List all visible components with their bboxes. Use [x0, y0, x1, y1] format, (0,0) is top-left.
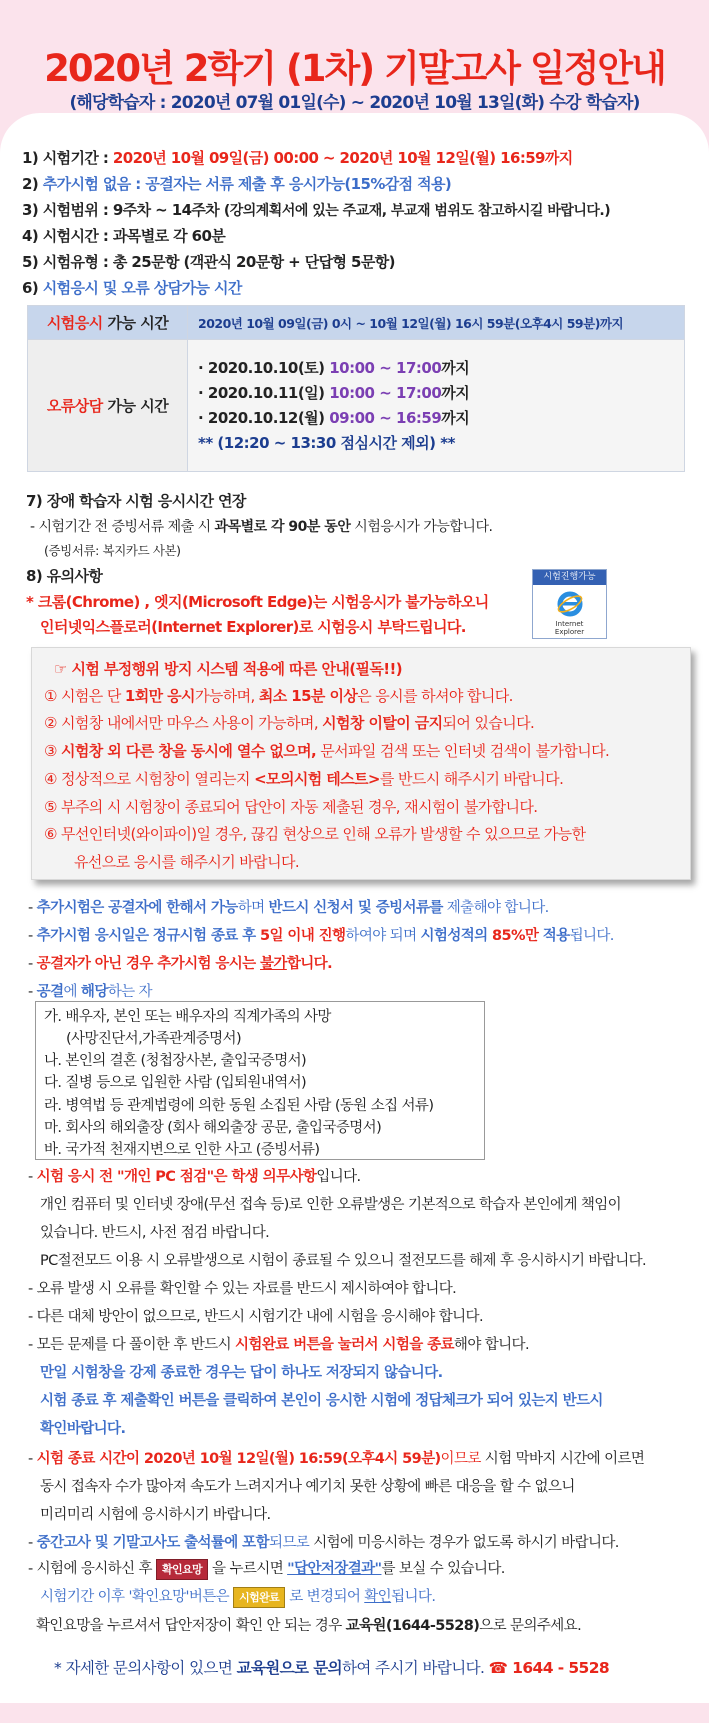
- ie-text-line: Explorer: [554, 628, 585, 636]
- text-part: 해야 합니다.: [453, 1337, 529, 1353]
- text-part: 하는 자: [107, 984, 152, 1000]
- text-emphasis: 불가: [260, 956, 287, 972]
- text-emphasis: 85%만: [491, 928, 539, 944]
- text-part: -: [28, 956, 37, 972]
- text-part: -: [28, 900, 37, 916]
- page-title: 2020년 2학기 (1차) 기말고사 일정안내: [44, 47, 665, 90]
- text-part: 시험응시가 가능합니다.: [350, 519, 493, 535]
- pc-check-line: - 다른 대체 방안이 없으므로, 반드시 시험기간 내에 시험을 응시해야 합니다.: [28, 1309, 483, 1325]
- text-part: 이므로: [440, 1451, 481, 1467]
- ie-badge: [532, 569, 607, 639]
- item-label: 1) 시험기간 :: [22, 149, 113, 167]
- no-extra-exam-value: 추가시험 없음 : 공결자는 서류 제출 후 응시가능(15%감점 적용): [42, 175, 452, 193]
- end-time-line: [28, 1447, 644, 1468]
- extra-exam-line: [28, 952, 332, 973]
- text-part: ④ 정상적으로 시험창이 열리는지: [44, 770, 255, 788]
- text-part: ② 시험창 내에서만 마우스 사용이 가능하며,: [44, 714, 323, 732]
- page-subtitle: (해당학습자 : 2020년 07월 01일(수) ~ 2020년 10월 13일(화) 수강 학습자): [69, 93, 640, 113]
- text-part: -: [28, 928, 37, 944]
- text-part: 으로 문의주세요.: [479, 1618, 582, 1634]
- disability-body: [30, 516, 492, 536]
- text-emphasis: 교육원으로 문의: [236, 1659, 342, 1677]
- text-emphasis: 적용: [538, 928, 570, 944]
- exam-complete-button[interactable]: 시험완료: [233, 1587, 285, 1608]
- anti-cheating-notice: [31, 647, 691, 880]
- header-highlight: 오류상담: [46, 397, 103, 415]
- text-emphasis: 중간고사 및 기말고사도 출석률에 포함: [36, 1535, 269, 1551]
- text-emphasis: 과목별로 각 90분 동안: [214, 519, 351, 535]
- consult-time-values: [188, 340, 685, 472]
- consult-date: · 2020.10.12(월): [198, 408, 330, 427]
- text-part: 됩니다.: [569, 928, 614, 944]
- consult-row: [198, 381, 684, 406]
- internet-explorer-icon: [556, 590, 584, 618]
- item-label: 2): [22, 175, 43, 193]
- text-part: - 모든 문제를 다 풀이한 후 반드시: [28, 1337, 235, 1353]
- header-text: 가능 시간: [102, 397, 169, 415]
- consult-row: [198, 406, 684, 431]
- notice-item: [44, 740, 609, 761]
- consult-tail: 까지: [441, 408, 470, 427]
- text-emphasis: 시험 종료 시간이 2020년 10월 12일(월) 16:59(오후4시 59분): [36, 1451, 441, 1467]
- text-part: 을 누르시면: [208, 1561, 288, 1577]
- caution-heading: 8) 유의사항: [26, 567, 103, 585]
- disability-docs: (증빙서류: 복지카드 사본): [44, 543, 181, 558]
- item-exam-duration: 4) 시험시간 : 과목별로 각 60분: [22, 227, 226, 245]
- consult-row: [198, 356, 684, 381]
- extra-exam-line: [28, 924, 614, 945]
- text-part: ① 시험은 단: [44, 687, 125, 705]
- text-part: 에: [63, 984, 81, 1000]
- text-emphasis: 5일 이내 진행: [260, 928, 346, 944]
- exam-period-value: 2020년 10월 09일(금) 00:00 ~ 2020년 10월 12일(월) 16:59까지: [112, 149, 573, 167]
- text-emphasis: "답안저장결과": [287, 1561, 382, 1577]
- attendance-line: [28, 1531, 619, 1552]
- text-part: 시험 막바지 시간에 이르면: [480, 1451, 645, 1467]
- footer-contact: [54, 1656, 609, 1678]
- text-emphasis: 시험성적의: [420, 928, 492, 944]
- text-emphasis: 추가시험 응시일은 정규시험 종료 후: [36, 928, 261, 944]
- notice-item: ⑥ 무선인터넷(와이파이)일 경우, 끊김 현상으로 인해 오류가 발생할 수 있으므로 가능한: [44, 825, 586, 843]
- text-part: 은 응시를 하셔야 합니다.: [357, 687, 513, 705]
- text-emphasis: 1회만 응시: [124, 687, 195, 705]
- text-emphasis: 공결자가 아닌 경우 추가시험 응시는: [36, 956, 261, 972]
- text-emphasis: 최소 15분 이상: [258, 687, 358, 705]
- text-part: 하여 주시기 바랍니다.: [341, 1659, 489, 1677]
- text-part: 문서파일 검색 또는 인터넷 검색이 불가합니다.: [316, 742, 610, 760]
- header-text: 가능 시간: [102, 314, 169, 332]
- text-emphasis: 시험완료 버튼을 눌러서 시험을 종료: [235, 1337, 454, 1353]
- text-emphasis: 반드시 신청서 및 증빙서류를: [268, 900, 443, 916]
- answer-check-line: [28, 1557, 505, 1580]
- pc-check-line: 있습니다. 반드시, 사전 점검 바랍니다.: [40, 1225, 270, 1241]
- phone-number: ☎ 1644 - 5528: [488, 1659, 610, 1677]
- lunch-exclusion: ** (12:20 ~ 13:30 점심시간 제외) **: [198, 433, 455, 452]
- table-row: [28, 340, 685, 472]
- pc-check-warning: 확인바랍니다.: [40, 1421, 126, 1437]
- text-part: -: [28, 1451, 37, 1467]
- text-part: 제출해야 합니다.: [442, 900, 549, 916]
- table-row: [28, 306, 685, 340]
- extra-exam-line: [28, 980, 152, 1001]
- item-schedule-heading: [22, 277, 242, 298]
- text-part: 하며: [237, 900, 269, 916]
- pc-check-line: - 오류 발생 시 오류를 확인할 수 있는 자료를 반드시 제시하여야 합니다.: [28, 1281, 457, 1297]
- text-part: * 자세한 문의사항이 있으면: [54, 1659, 237, 1677]
- item-no-extra-exam: [22, 173, 451, 194]
- reason-item: 라. 병역법 등 관계법령에 의한 동원 소집된 사람 (동원 소집 서류): [44, 1098, 434, 1114]
- pc-check-line: PC절전모드 이용 시 오류발생으로 시험이 종료될 수 있으니 절전모드를 해제 후 응시하시기 바랍니다.: [40, 1253, 647, 1269]
- consult-time: 09:00 ~ 16:59: [329, 408, 442, 427]
- text-part: -: [28, 1169, 37, 1185]
- text-part: 확인: [364, 1589, 392, 1605]
- confirm-needed-button[interactable]: 확인요망: [156, 1559, 208, 1580]
- contact-line: [36, 1614, 581, 1635]
- extra-exam-line: [28, 896, 549, 917]
- notice-title: ☞ 시험 부정행위 방지 시스템 적용에 따른 안내(필독!!): [54, 660, 402, 678]
- text-part: 로 변경되어: [285, 1589, 365, 1605]
- exam-time-value: 2020년 10월 09일(금) 0시 ~ 10월 12일(월) 16시 59분(오후4시 59분)까지: [188, 306, 685, 340]
- exam-scope-note: (강의계획서에 있는 주교재, 부교재 범위도 참고하시길 바랍니다.): [223, 203, 611, 219]
- reason-item: 마. 회사의 해외출장 (회사 해외출장 공문, 출입국증명서): [44, 1120, 382, 1136]
- consult-tail: 까지: [441, 383, 470, 402]
- text-part: 입니다.: [316, 1169, 361, 1185]
- text-emphasis: 추가시험은 공결자에 한해서 가능: [36, 900, 238, 916]
- item-label: 6): [22, 279, 43, 297]
- consult-tail: 까지: [441, 358, 470, 377]
- consult-time-header: [28, 340, 188, 472]
- answer-check-line: [40, 1585, 435, 1608]
- consult-time: 10:00 ~ 17:00: [329, 358, 442, 377]
- caution-browser-line2: 인터넷익스플로러(Internet Explorer)로 시험응시 부탁드립니다.: [40, 618, 466, 636]
- consult-date: · 2020.10.11(일): [198, 383, 330, 402]
- pc-check-line: [28, 1333, 529, 1354]
- pc-check-line: 개인 컴퓨터 및 인터넷 장애(무선 접속 등)로 인한 오류발생은 기본적으로 학습자 본인에게 책임이: [40, 1197, 622, 1213]
- text-emphasis: 공결: [36, 984, 64, 1000]
- text-part: 시험기간 이후 '확인요망'버튼은: [40, 1589, 234, 1605]
- item-exam-period: [22, 147, 573, 168]
- text-part: 하여야 되며: [345, 928, 421, 944]
- text-part: 시험에 미응시하는 경우가 없도록 하시기 바랍니다.: [309, 1535, 619, 1551]
- text-part: 를 반드시 해주시기 바랍니다.: [379, 770, 564, 788]
- ie-badge-label: 시험진행가능: [533, 570, 606, 585]
- text-part: 확인요망을 누르셔서 답안저장이 확인 안 되는 경우: [36, 1618, 346, 1634]
- header-highlight: 시험응시: [46, 314, 103, 332]
- text-emphasis: <모의시험 테스트>: [254, 770, 380, 788]
- text-part: - 시험에 응시하신 후: [28, 1561, 156, 1577]
- end-time-line: 미리미리 시험에 응시하시기 바랍니다.: [40, 1507, 271, 1523]
- text-part: ③: [44, 742, 62, 760]
- text-part: -: [28, 984, 37, 1000]
- text-part: -: [28, 1535, 37, 1551]
- text-part: 되므로: [268, 1535, 310, 1551]
- text-part: 되어 있습니다.: [442, 714, 535, 732]
- schedule-table: [27, 305, 685, 472]
- item-label: 3) 시험범위 : 9주차 ~ 14주차: [22, 201, 224, 219]
- ie-badge-text: [533, 620, 606, 636]
- text-emphasis: 해당: [80, 984, 108, 1000]
- item-exam-scope: [22, 199, 610, 220]
- consult-time: 10:00 ~ 17:00: [329, 383, 442, 402]
- item-exam-type: 5) 시험유형 : 총 25문항 (객관식 20문항 + 단답형 5문항): [22, 253, 395, 271]
- schedule-heading-value: 시험응시 및 오류 상담가능 시간: [42, 279, 242, 297]
- reason-item: 나. 본인의 결혼 (청첩장사본, 출입국증명서): [44, 1053, 307, 1069]
- excused-reasons-box: [35, 1001, 485, 1160]
- reason-item: 바. 국가적 천재지변으로 인한 사고 (증빙서류): [44, 1142, 320, 1158]
- disability-heading: 7) 장애 학습자 시험 응시시간 연장: [26, 492, 246, 510]
- notice-item-continued: 유선으로 응시를 해주시기 바랍니다.: [74, 853, 300, 871]
- text-part: 를 보실 수 있습니다.: [381, 1561, 505, 1577]
- notice-item: [44, 768, 563, 789]
- exam-time-header: [28, 306, 188, 340]
- text-emphasis: 시험창 이탈이 금지: [322, 714, 443, 732]
- notice-item: ⑤ 부주의 시 시험창이 종료되어 답안이 자동 제출된 경우, 재시험이 불가합니다.: [44, 798, 538, 816]
- pc-check-warning: 시험 종료 후 제출확인 버튼을 클릭하여 본인이 응시한 시험에 정답체크가 되어 있는지 반드시: [40, 1393, 603, 1409]
- consult-date: · 2020.10.10(토): [198, 358, 330, 377]
- end-time-line: 동시 접속자 수가 많아져 속도가 느려지거나 예기치 못한 상황에 빠른 대응을 할 수 없으니: [40, 1479, 575, 1495]
- text-emphasis: 합니다.: [286, 956, 332, 972]
- pc-check-line: [28, 1165, 361, 1186]
- ie-text-line: Internet: [555, 620, 584, 628]
- caution-browser-line1: * 크롬(Chrome) , 엣지(Microsoft Edge)는 시험응시가 불가능하오니: [26, 593, 489, 611]
- text-emphasis: 시험 응시 전 "개인 PC 점검"은 학생 의무사항: [36, 1169, 317, 1185]
- notice-item: [44, 712, 534, 733]
- pc-check-warning: 만일 시험창을 강제 종료한 경우는 답이 하나도 저장되지 않습니다.: [40, 1365, 443, 1381]
- text-part: - 시험기간 전 증빙서류 제출 시: [30, 519, 215, 535]
- text-emphasis: 시험창 외 다른 창을 동시에 열수 없으며,: [61, 742, 317, 760]
- notice-item: [44, 685, 513, 706]
- reason-item: 다. 질병 등으로 입원한 사람 (입퇴원내역서): [44, 1075, 307, 1091]
- reason-item-docs: (사망진단서,가족관계증명서): [66, 1031, 242, 1047]
- reason-item: 가. 배우자, 본인 또는 배우자의 직계가족의 사망: [44, 1009, 331, 1025]
- text-emphasis: 교육원(1644-5528): [345, 1618, 480, 1634]
- text-part: 됩니다.: [391, 1589, 436, 1605]
- text-part: 가능하며,: [194, 687, 259, 705]
